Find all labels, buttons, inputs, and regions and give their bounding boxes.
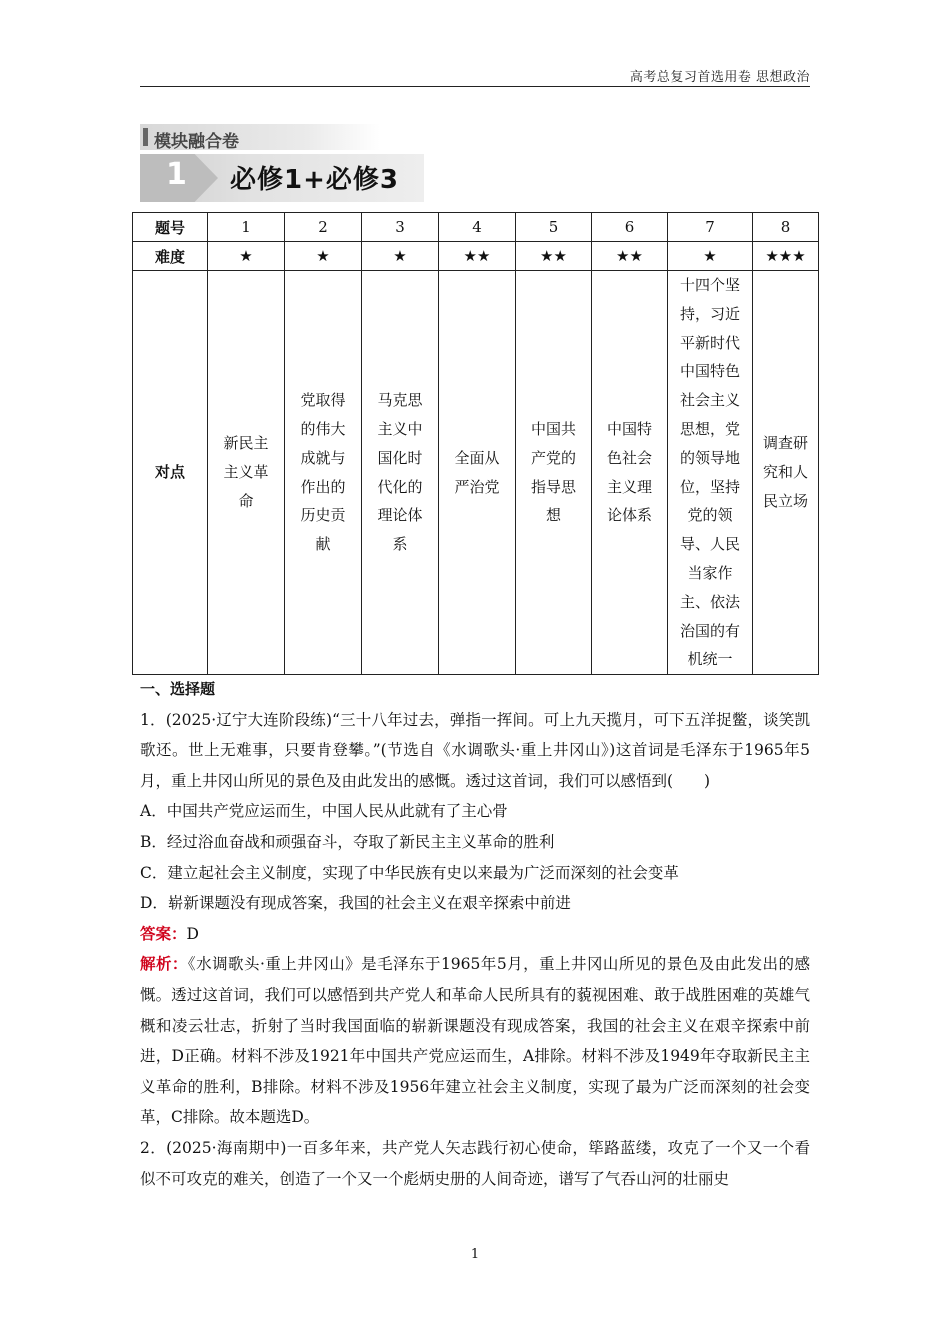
table-row-difficulty bbox=[133, 242, 819, 271]
difficulty-stars: ★ bbox=[668, 242, 753, 271]
difficulty-stars: ★★★ bbox=[753, 242, 819, 271]
question-number: 4 bbox=[439, 213, 516, 242]
topic-cell bbox=[668, 271, 753, 675]
question-1-stem: 1．(2025·辽宁大连阶段练)“三十八年过去，弹指一挥间。可上九天揽月，可下五洋捉鳖，谈笑凯歌还。世上无难事，只要肯登攀。”(节选自《水调歌头·重上井冈山》)这首词是毛泽东于1965年5月，重上井冈山所见的景色及由此发出的感慨。透过这首词，我们可以感悟到( ) bbox=[140, 710, 810, 790]
section-title: 一、选择题 bbox=[140, 680, 216, 698]
topic-text: 全面从严治党 bbox=[454, 448, 500, 496]
option-c: C．建立起社会主义制度，实现了中华民族有史以来最为广泛而深刻的社会变革 bbox=[140, 863, 679, 882]
module-label: 模块融合卷 bbox=[154, 132, 239, 152]
table-row-topics bbox=[133, 271, 819, 675]
question-number: 5 bbox=[516, 213, 592, 242]
answer-label: 答案： bbox=[140, 924, 187, 943]
module-label-strip bbox=[140, 124, 380, 150]
difficulty-stars: ★ bbox=[362, 242, 439, 271]
topic-text: 调查研究和人民立场 bbox=[762, 434, 808, 510]
row-label-difficulty: 难度 bbox=[133, 242, 208, 271]
question-2-stem: 2．(2025·海南期中)一百多年来，共产党人矢志践行初心使命，筚路蓝缕，攻克了一个又一个看似不可攻克的难关，创造了一个又一个彪炳史册的人间奇迹，谱写了气吞山河的壮丽史 bbox=[140, 1138, 810, 1188]
difficulty-stars: ★ bbox=[285, 242, 362, 271]
difficulty-stars: ★ bbox=[208, 242, 285, 271]
option-a: A．中国共产党应运而生，中国人民从此就有了主心骨 bbox=[140, 802, 508, 821]
answer-value: D bbox=[186, 924, 199, 943]
topic-text: 中国特色社会主义理论体系 bbox=[606, 419, 652, 525]
question-number: 2 bbox=[285, 213, 362, 242]
topic-text: 十四个坚持，习近平新时代中国特色社会主义思想，党的领导地位，坚持党的领导、人民当家作主、依法治国的有机统一 bbox=[679, 276, 740, 669]
header-rule bbox=[140, 86, 810, 87]
topic-cell bbox=[285, 271, 362, 675]
topic-cell bbox=[362, 271, 439, 675]
difficulty-stars: ★★ bbox=[516, 242, 592, 271]
table-row-numbers bbox=[133, 213, 819, 242]
topic-cell bbox=[208, 271, 285, 675]
question-number: 6 bbox=[592, 213, 668, 242]
topic-text: 党取得的伟大成就与作出的历史贡献 bbox=[300, 391, 346, 554]
row-label-number: 题号 bbox=[133, 213, 208, 242]
analysis-text: 《水调歌头·重上井冈山》是毛泽东于1965年5月，重上井冈山所见的景色及由此发出的感慨。透过这首词，我们可以感悟到共产党人和革命人民所具有的藐视困难、敢于战胜困难的英雄气概和凌云壮志，折射了当时我国面临的崭新课题没有现成答案，我国的社会主义在艰辛探索中前进，D正确。材料不涉及1921年中国共产党应运而生，A排除。材料不涉及1949年夺取新民主主义革命的胜利，B排除。材料不涉及1956年建立社会主义制度，实现了最为广泛而深刻的社会变革，C排除。故本题选D。 bbox=[140, 955, 810, 1127]
question-number: 3 bbox=[362, 213, 439, 242]
difficulty-stars: ★★ bbox=[592, 242, 668, 271]
module-title: 必修1+必修3 bbox=[230, 165, 399, 195]
running-header: 高考总复习首选用卷 思想政治 bbox=[629, 70, 810, 85]
topic-cell bbox=[516, 271, 592, 675]
topic-cell bbox=[592, 271, 668, 675]
analysis-paragraph bbox=[140, 949, 810, 1133]
topic-cell bbox=[753, 271, 819, 675]
difficulty-table bbox=[132, 212, 819, 675]
module-number: 1 bbox=[166, 157, 187, 192]
question-number: 8 bbox=[753, 213, 819, 242]
question-number: 7 bbox=[668, 213, 753, 242]
topic-text: 马克思主义中国化时代化的理论体系 bbox=[377, 391, 423, 554]
module-banner bbox=[140, 124, 430, 204]
row-label-topic: 对点 bbox=[133, 271, 208, 675]
page-number: 1 bbox=[470, 1247, 480, 1262]
answer-line bbox=[140, 919, 810, 950]
question-body bbox=[140, 674, 810, 1194]
topic-text: 新民主主义革命 bbox=[223, 434, 269, 510]
option-d: D．崭新课题没有现成答案，我国的社会主义在艰辛探索中前进 bbox=[140, 894, 571, 913]
topic-text: 中国共产党的指导思想 bbox=[530, 419, 576, 525]
question-number: 1 bbox=[208, 213, 285, 242]
topic-cell bbox=[439, 271, 516, 675]
analysis-label: 解析： bbox=[140, 955, 188, 974]
option-b: B．经过浴血奋战和顽强奋斗，夺取了新民主主义革命的胜利 bbox=[140, 832, 555, 851]
module-label-bar bbox=[143, 128, 148, 146]
difficulty-stars: ★★ bbox=[439, 242, 516, 271]
